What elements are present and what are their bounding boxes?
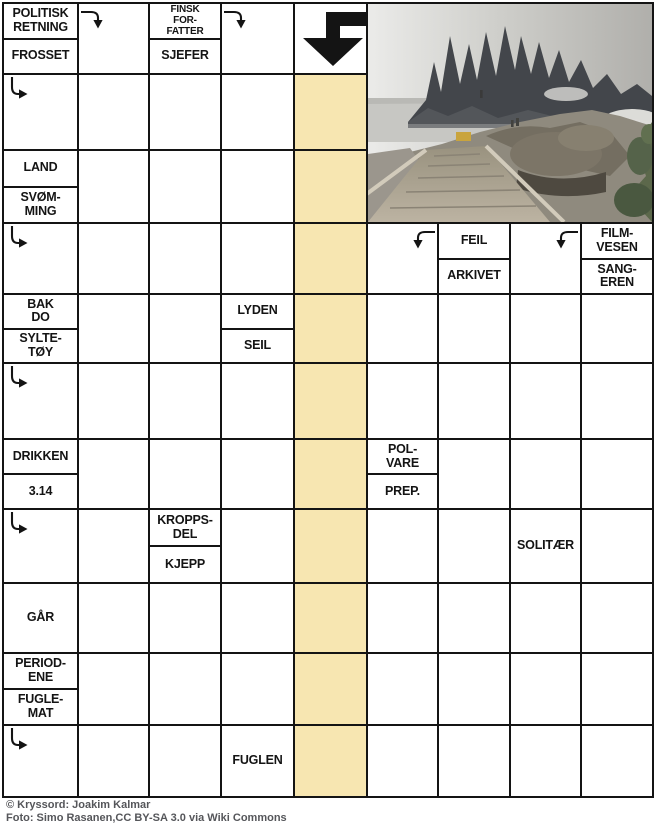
answer-cell-r8c2[interactable] bbox=[150, 584, 220, 652]
answer-cell-r10c8[interactable] bbox=[582, 726, 652, 796]
answer-cell-r7c8[interactable] bbox=[582, 510, 652, 582]
answer-cell-r6c3[interactable] bbox=[222, 440, 293, 508]
clue-top bbox=[4, 151, 77, 188]
clue-bottom bbox=[582, 260, 652, 294]
clue-text-line: MAT bbox=[27, 706, 54, 720]
clue-text-line: FINSK bbox=[170, 3, 200, 15]
clue-text-line: RETNING bbox=[13, 19, 68, 34]
answer-cell-r5c5[interactable] bbox=[368, 364, 437, 438]
clue-text-line: MING bbox=[24, 203, 57, 218]
clue-text-line: SANG- bbox=[597, 261, 637, 276]
solution-cell-r3[interactable] bbox=[295, 224, 366, 293]
answer-cell-r4c2[interactable] bbox=[150, 295, 220, 362]
answer-cell-r5c1[interactable] bbox=[79, 364, 148, 438]
clue-text-line: FILM- bbox=[600, 226, 634, 240]
answer-cell-r8c7[interactable] bbox=[511, 584, 580, 652]
answer-cell-r10c5[interactable] bbox=[368, 726, 437, 796]
answer-cell-r6c2[interactable] bbox=[150, 440, 220, 508]
clue-cell-solitaer bbox=[511, 510, 580, 582]
clue-text-line: SJEFER bbox=[161, 48, 209, 63]
answer-cell-r3c2[interactable] bbox=[150, 224, 220, 293]
clue-cell-kroppsdel-kjepp bbox=[150, 510, 220, 582]
answer-cell-r3c7[interactable] bbox=[511, 224, 580, 293]
clue-cell-gar bbox=[4, 584, 77, 652]
answer-cell-r5c2[interactable] bbox=[150, 364, 220, 438]
turn-arrow-icon bbox=[5, 727, 31, 753]
clue-top bbox=[4, 440, 77, 475]
clue-cell-finsk-forfatter-sjefer bbox=[150, 4, 220, 73]
answer-cell-r7c1[interactable] bbox=[79, 510, 148, 582]
answer-cell-r7c0[interactable] bbox=[4, 510, 77, 582]
clue-text-line: ENE bbox=[27, 670, 54, 684]
answer-cell-r9c5[interactable] bbox=[368, 654, 437, 724]
solution-cell-r7[interactable] bbox=[295, 510, 366, 582]
coast-landscape-illustration bbox=[368, 4, 652, 222]
clue-cell-drikken-314 bbox=[4, 440, 77, 508]
answer-cell-r8c5[interactable] bbox=[368, 584, 437, 652]
turn-arrow-icon bbox=[410, 225, 436, 251]
clue-text-line: EREN bbox=[600, 275, 634, 290]
clue-top bbox=[439, 224, 509, 260]
turn-arrow-icon bbox=[5, 365, 31, 391]
answer-cell-r8c1[interactable] bbox=[79, 584, 148, 652]
solution-cell-r9[interactable] bbox=[295, 654, 366, 724]
answer-cell-r1c3[interactable] bbox=[222, 75, 293, 149]
answer-cell-r9c8[interactable] bbox=[582, 654, 652, 724]
answer-cell-r2c1[interactable] bbox=[79, 151, 148, 222]
clue-text-line: LAND bbox=[23, 160, 58, 175]
clue-top bbox=[4, 295, 77, 330]
clue-text-line: SYLTE- bbox=[19, 331, 62, 345]
answer-cell-r6c1[interactable] bbox=[79, 440, 148, 508]
turn-arrow-icon bbox=[5, 511, 31, 537]
solution-cell-r10[interactable] bbox=[295, 726, 366, 796]
clue-cell-lyden-seil bbox=[222, 295, 293, 362]
clue-text-line: PERIOD- bbox=[15, 656, 66, 671]
solution-cell-r4[interactable] bbox=[295, 295, 366, 362]
clue-text-line: POLITISK bbox=[12, 6, 69, 20]
clue-top bbox=[4, 4, 77, 40]
turn-arrow-icon bbox=[223, 5, 249, 31]
credit-foto: Foto: Simo Rasanen,CC BY-SA 3.0 via Wiki Commons bbox=[6, 811, 287, 824]
clue-cell-filmvesen-sangeren bbox=[582, 224, 652, 293]
turn-arrow-icon bbox=[5, 76, 31, 102]
answer-cell-r9c6[interactable] bbox=[439, 654, 509, 724]
clue-text-line: SOLITÆR bbox=[517, 538, 574, 553]
clue-top bbox=[4, 654, 77, 690]
clue-center bbox=[222, 726, 293, 796]
clue-text-line: 3.14 bbox=[28, 483, 53, 498]
answer-cell-r2c2[interactable] bbox=[150, 151, 220, 222]
answer-cell-r4c1[interactable] bbox=[79, 295, 148, 362]
clue-cell-bakdo-syltetoy bbox=[4, 295, 77, 362]
clue-text-line: LYDEN bbox=[237, 303, 278, 318]
clue-text-line: FUGLEN bbox=[232, 753, 283, 768]
big-down-arrow-icon bbox=[295, 4, 366, 73]
clue-text-line: FATTER bbox=[166, 26, 204, 38]
clue-bottom bbox=[368, 475, 437, 508]
clue-top bbox=[150, 4, 220, 40]
answer-cell-r10c0[interactable] bbox=[4, 726, 77, 796]
clue-top bbox=[368, 440, 437, 475]
clue-cell-politisk-retning-frosset bbox=[4, 4, 77, 73]
clue-top bbox=[222, 295, 293, 330]
answer-cell-r5c8[interactable] bbox=[582, 364, 652, 438]
clue-text-line: SEIL bbox=[244, 337, 271, 352]
answer-cell-r0c3[interactable] bbox=[222, 4, 293, 73]
clue-bottom bbox=[150, 40, 220, 74]
clue-text-line: DEL bbox=[172, 526, 198, 541]
clue-text-line: DO bbox=[31, 310, 50, 325]
clue-bottom bbox=[439, 260, 509, 294]
clue-cell-periodene-fuglemat bbox=[4, 654, 77, 724]
answer-cell-r4c7[interactable] bbox=[511, 295, 580, 362]
clue-text-line: ARKIVET bbox=[447, 268, 501, 283]
answer-cell-r8c6[interactable] bbox=[439, 584, 509, 652]
solution-cell-r2[interactable] bbox=[295, 151, 366, 222]
clue-text-line: VESEN bbox=[596, 239, 638, 254]
answer-cell-r8c8[interactable] bbox=[582, 584, 652, 652]
clue-cell-fuglen bbox=[222, 726, 293, 796]
clue-top bbox=[150, 510, 220, 547]
solution-cell-r8[interactable] bbox=[295, 584, 366, 652]
clue-center bbox=[4, 584, 77, 652]
clue-bottom bbox=[222, 330, 293, 363]
clue-text-line: DRIKKEN bbox=[12, 448, 69, 463]
answer-cell-r6c8[interactable] bbox=[582, 440, 652, 508]
answer-cell-r4c6[interactable] bbox=[439, 295, 509, 362]
answer-cell-r5c6[interactable] bbox=[439, 364, 509, 438]
turn-arrow-icon bbox=[5, 225, 31, 251]
answer-cell-r10c1[interactable] bbox=[79, 726, 148, 796]
answer-cell-r1c2[interactable] bbox=[150, 75, 220, 149]
credits bbox=[6, 799, 287, 824]
answer-cell-r9c2[interactable] bbox=[150, 654, 220, 724]
answer-cell-r9c1[interactable] bbox=[79, 654, 148, 724]
answer-cell-r3c5[interactable] bbox=[368, 224, 437, 293]
answer-cell-r4c5[interactable] bbox=[368, 295, 437, 362]
answer-cell-r9c7[interactable] bbox=[511, 654, 580, 724]
answer-cell-r10c7[interactable] bbox=[511, 726, 580, 796]
crossword-grid bbox=[2, 2, 654, 798]
turn-arrow-icon bbox=[80, 5, 106, 31]
answer-cell-r3c1[interactable] bbox=[79, 224, 148, 293]
clue-text-line: FOR- bbox=[173, 15, 197, 27]
clue-text-line: BAK bbox=[27, 296, 54, 311]
answer-cell-r3c0[interactable] bbox=[4, 224, 77, 293]
clue-text-line: PREP. bbox=[385, 483, 420, 498]
clue-top bbox=[582, 224, 652, 260]
answer-cell-r7c5[interactable] bbox=[368, 510, 437, 582]
clue-bottom bbox=[4, 690, 77, 724]
clue-text-line: FROSSET bbox=[11, 48, 70, 63]
clue-bottom bbox=[4, 475, 77, 508]
answer-cell-r1c0[interactable] bbox=[4, 75, 77, 149]
solution-cell-r1[interactable] bbox=[295, 75, 366, 149]
puzzle-photo bbox=[368, 4, 652, 222]
answer-cell-r1c1[interactable] bbox=[79, 75, 148, 149]
answer-cell-r5c0[interactable] bbox=[4, 364, 77, 438]
answer-cell-r0c1[interactable] bbox=[79, 4, 148, 73]
answer-cell-r5c7[interactable] bbox=[511, 364, 580, 438]
answer-cell-r2c3[interactable] bbox=[222, 151, 293, 222]
solution-cell-r5[interactable] bbox=[295, 364, 366, 438]
clue-cell-solution-column-arrow bbox=[295, 4, 366, 73]
answer-cell-r7c3[interactable] bbox=[222, 510, 293, 582]
answer-cell-r6c7[interactable] bbox=[511, 440, 580, 508]
clue-text-line: FEIL bbox=[460, 232, 488, 247]
answer-cell-r10c6[interactable] bbox=[439, 726, 509, 796]
credit-kryssord: © Kryssord: Joakim Kalmar bbox=[6, 799, 151, 811]
answer-cell-r3c3[interactable] bbox=[222, 224, 293, 293]
clue-text-line: KROPPS- bbox=[157, 512, 213, 527]
clue-bottom bbox=[4, 330, 77, 363]
clue-cell-feil-arkivet bbox=[439, 224, 509, 293]
answer-cell-r9c3[interactable] bbox=[222, 654, 293, 724]
clue-center bbox=[511, 510, 580, 582]
answer-cell-r8c3[interactable] bbox=[222, 584, 293, 652]
clue-text-line: SVØM- bbox=[20, 190, 61, 204]
clue-text-line: POL- bbox=[387, 441, 418, 456]
clue-text-line: VARE bbox=[385, 455, 419, 470]
clue-bottom bbox=[150, 547, 220, 582]
clue-cell-polvare-prep bbox=[368, 440, 437, 508]
turn-arrow-icon bbox=[553, 225, 579, 251]
clue-bottom bbox=[4, 40, 77, 74]
clue-cell-land-svomming bbox=[4, 151, 77, 222]
clue-bottom bbox=[4, 188, 77, 223]
answer-cell-r5c3[interactable] bbox=[222, 364, 293, 438]
clue-text-line: FUGLE- bbox=[17, 692, 64, 707]
answer-cell-r10c2[interactable] bbox=[150, 726, 220, 796]
solution-cell-r6[interactable] bbox=[295, 440, 366, 508]
clue-text-line: GÅR bbox=[26, 610, 55, 625]
clue-text-line: KJEPP bbox=[165, 556, 205, 571]
clue-text-line: TØY bbox=[27, 344, 54, 359]
answer-cell-r7c6[interactable] bbox=[439, 510, 509, 582]
answer-cell-r4c8[interactable] bbox=[582, 295, 652, 362]
answer-cell-r6c6[interactable] bbox=[439, 440, 509, 508]
